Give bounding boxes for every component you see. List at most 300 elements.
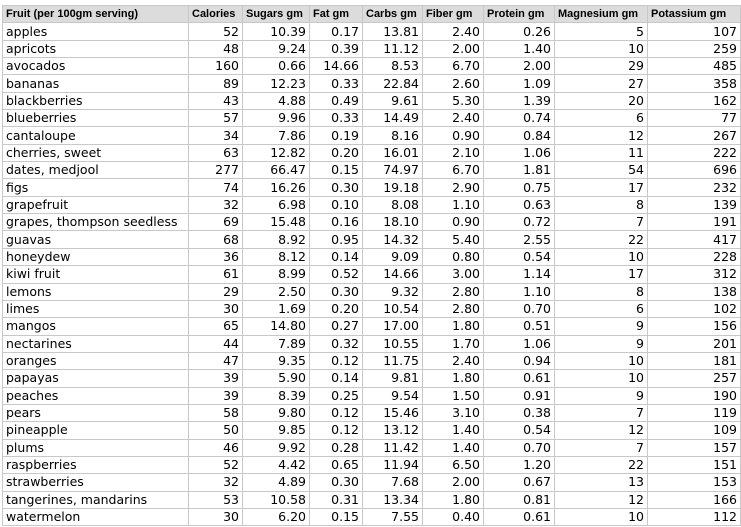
cell-magnesium[interactable]: 17 (555, 179, 648, 196)
cell-protein[interactable]: 1.06 (484, 144, 555, 161)
cell-fat[interactable]: 0.20 (310, 300, 363, 317)
cell-protein[interactable]: 0.38 (484, 404, 555, 421)
cell-fruit[interactable]: cherries, sweet (3, 144, 189, 161)
cell-calories[interactable]: 89 (189, 75, 243, 92)
cell-fruit[interactable]: dates, medjool (3, 162, 189, 179)
cell-magnesium[interactable]: 10 (555, 352, 648, 369)
cell-fruit[interactable]: lemons (3, 283, 189, 300)
cell-sugars[interactable]: 8.12 (243, 248, 310, 265)
cell-fat[interactable]: 0.10 (310, 196, 363, 213)
cell-potassium[interactable]: 153 (648, 474, 741, 491)
cell-carbs[interactable]: 13.12 (363, 422, 423, 439)
cell-carbs[interactable]: 14.32 (363, 231, 423, 248)
cell-protein[interactable]: 0.51 (484, 318, 555, 335)
cell-sugars[interactable]: 9.92 (243, 439, 310, 456)
cell-fat[interactable]: 14.66 (310, 58, 363, 75)
cell-magnesium[interactable]: 22 (555, 231, 648, 248)
cell-fat[interactable]: 0.30 (310, 283, 363, 300)
cell-carbs[interactable]: 13.34 (363, 491, 423, 508)
table-row (3, 110, 741, 127)
cell-sugars[interactable]: 2.50 (243, 283, 310, 300)
cell-fiber[interactable]: 1.40 (423, 439, 484, 456)
cell-fiber[interactable]: 6.70 (423, 58, 484, 75)
table-row (3, 508, 741, 525)
cell-potassium[interactable]: 107 (648, 23, 741, 40)
table-row (3, 352, 741, 369)
cell-potassium[interactable]: 119 (648, 404, 741, 421)
table-row (3, 404, 741, 421)
cell-calories[interactable]: 277 (189, 162, 243, 179)
cell-protein[interactable]: 0.75 (484, 179, 555, 196)
col-header-sugars[interactable]: Sugars gm (243, 6, 310, 23)
cell-magnesium[interactable]: 12 (555, 422, 648, 439)
table-row (3, 92, 741, 109)
cell-fat[interactable]: 0.25 (310, 387, 363, 404)
cell-fruit[interactable]: watermelon (3, 508, 189, 525)
col-header-fruit[interactable]: Fruit (per 100gm serving) (3, 6, 189, 23)
cell-calories[interactable]: 47 (189, 352, 243, 369)
cell-fiber[interactable]: 2.40 (423, 110, 484, 127)
table-row (3, 196, 741, 213)
cell-calories[interactable]: 43 (189, 92, 243, 109)
col-header-protein[interactable]: Protein gm (484, 6, 555, 23)
cell-potassium[interactable]: 232 (648, 179, 741, 196)
cell-fat[interactable]: 0.12 (310, 404, 363, 421)
cell-fruit[interactable]: strawberries (3, 474, 189, 491)
cell-fiber[interactable]: 0.80 (423, 248, 484, 265)
cell-magnesium[interactable]: 9 (555, 318, 648, 335)
cell-fat[interactable]: 0.16 (310, 214, 363, 231)
cell-carbs[interactable]: 13.81 (363, 23, 423, 40)
cell-sugars[interactable]: 9.35 (243, 352, 310, 369)
cell-calories[interactable]: 68 (189, 231, 243, 248)
cell-carbs[interactable]: 9.54 (363, 387, 423, 404)
cell-protein[interactable]: 0.63 (484, 196, 555, 213)
table-row (3, 370, 741, 387)
cell-sugars[interactable]: 7.89 (243, 335, 310, 352)
cell-magnesium[interactable]: 29 (555, 58, 648, 75)
cell-magnesium[interactable]: 5 (555, 23, 648, 40)
cell-carbs[interactable]: 9.81 (363, 370, 423, 387)
cell-fiber[interactable]: 1.70 (423, 335, 484, 352)
cell-carbs[interactable]: 16.01 (363, 144, 423, 161)
cell-fat[interactable]: 0.14 (310, 370, 363, 387)
cell-magnesium[interactable]: 7 (555, 214, 648, 231)
cell-sugars[interactable]: 5.90 (243, 370, 310, 387)
cell-fruit[interactable]: blueberries (3, 110, 189, 127)
cell-sugars[interactable]: 10.58 (243, 491, 310, 508)
cell-sugars[interactable]: 6.98 (243, 196, 310, 213)
cell-carbs[interactable]: 10.55 (363, 335, 423, 352)
cell-potassium[interactable]: 257 (648, 370, 741, 387)
cell-fiber[interactable]: 0.40 (423, 508, 484, 525)
cell-protein[interactable]: 0.81 (484, 491, 555, 508)
cell-potassium[interactable]: 102 (648, 300, 741, 317)
cell-fat[interactable]: 0.30 (310, 474, 363, 491)
cell-fat[interactable]: 0.17 (310, 23, 363, 40)
table-row (3, 283, 741, 300)
cell-carbs[interactable]: 74.97 (363, 162, 423, 179)
cell-sugars[interactable]: 8.39 (243, 387, 310, 404)
cell-fruit[interactable]: bananas (3, 75, 189, 92)
cell-fat[interactable]: 0.31 (310, 491, 363, 508)
cell-fiber[interactable]: 1.10 (423, 196, 484, 213)
cell-carbs[interactable]: 11.75 (363, 352, 423, 369)
cell-sugars[interactable]: 4.42 (243, 456, 310, 473)
fruit-nutrition-table (2, 5, 741, 526)
cell-fruit[interactable]: pears (3, 404, 189, 421)
col-header-fat[interactable]: Fat gm (310, 6, 363, 23)
cell-sugars[interactable]: 9.24 (243, 40, 310, 57)
cell-potassium[interactable]: 259 (648, 40, 741, 57)
cell-potassium[interactable]: 166 (648, 491, 741, 508)
cell-protein[interactable]: 0.54 (484, 248, 555, 265)
table-row (3, 162, 741, 179)
cell-carbs[interactable]: 10.54 (363, 300, 423, 317)
cell-calories[interactable]: 57 (189, 110, 243, 127)
cell-carbs[interactable]: 19.18 (363, 179, 423, 196)
cell-potassium[interactable]: 139 (648, 196, 741, 213)
cell-fiber[interactable]: 6.50 (423, 456, 484, 473)
cell-magnesium[interactable]: 6 (555, 300, 648, 317)
cell-fiber[interactable]: 2.80 (423, 283, 484, 300)
cell-protein[interactable]: 2.00 (484, 58, 555, 75)
cell-calories[interactable]: 61 (189, 266, 243, 283)
cell-sugars[interactable]: 6.20 (243, 508, 310, 525)
cell-protein[interactable]: 1.06 (484, 335, 555, 352)
cell-fruit[interactable]: nectarines (3, 335, 189, 352)
cell-fat[interactable]: 0.28 (310, 439, 363, 456)
cell-magnesium[interactable]: 6 (555, 110, 648, 127)
cell-sugars[interactable]: 4.88 (243, 92, 310, 109)
cell-fruit[interactable]: honeydew (3, 248, 189, 265)
cell-fat[interactable]: 0.20 (310, 144, 363, 161)
cell-fiber[interactable]: 2.90 (423, 179, 484, 196)
cell-fruit[interactable]: raspberries (3, 456, 189, 473)
cell-fat[interactable]: 0.39 (310, 40, 363, 57)
cell-fat[interactable]: 0.27 (310, 318, 363, 335)
cell-potassium[interactable]: 222 (648, 144, 741, 161)
cell-potassium[interactable]: 191 (648, 214, 741, 231)
cell-fiber[interactable]: 5.40 (423, 231, 484, 248)
cell-sugars[interactable]: 1.69 (243, 300, 310, 317)
cell-fruit[interactable]: mangos (3, 318, 189, 335)
cell-protein[interactable]: 1.81 (484, 162, 555, 179)
table-row (3, 439, 741, 456)
cell-fat[interactable]: 0.33 (310, 110, 363, 127)
cell-potassium[interactable]: 77 (648, 110, 741, 127)
cell-fruit[interactable]: figs (3, 179, 189, 196)
cell-carbs[interactable]: 9.09 (363, 248, 423, 265)
cell-sugars[interactable]: 15.48 (243, 214, 310, 231)
cell-magnesium[interactable]: 17 (555, 266, 648, 283)
cell-protein[interactable]: 1.10 (484, 283, 555, 300)
cell-sugars[interactable]: 12.82 (243, 144, 310, 161)
cell-protein[interactable]: 0.72 (484, 214, 555, 231)
cell-protein[interactable]: 0.54 (484, 422, 555, 439)
cell-fat[interactable]: 0.65 (310, 456, 363, 473)
cell-fat[interactable]: 0.15 (310, 508, 363, 525)
cell-magnesium[interactable]: 9 (555, 335, 648, 352)
cell-magnesium[interactable]: 10 (555, 40, 648, 57)
table-row (3, 456, 741, 473)
cell-fruit[interactable]: apricots (3, 40, 189, 57)
cell-calories[interactable]: 52 (189, 456, 243, 473)
cell-calories[interactable]: 30 (189, 300, 243, 317)
cell-protein[interactable]: 0.84 (484, 127, 555, 144)
cell-protein[interactable]: 0.91 (484, 387, 555, 404)
cell-fiber[interactable]: 2.40 (423, 23, 484, 40)
cell-magnesium[interactable]: 10 (555, 508, 648, 525)
cell-fiber[interactable]: 2.60 (423, 75, 484, 92)
table-row (3, 214, 741, 231)
table-row (3, 144, 741, 161)
cell-fat[interactable]: 0.15 (310, 162, 363, 179)
cell-fiber[interactable]: 0.90 (423, 214, 484, 231)
cell-fat[interactable]: 0.52 (310, 266, 363, 283)
header-row (3, 6, 741, 23)
cell-calories[interactable]: 160 (189, 58, 243, 75)
cell-fat[interactable]: 0.33 (310, 75, 363, 92)
cell-protein[interactable]: 2.55 (484, 231, 555, 248)
cell-fiber[interactable]: 2.00 (423, 40, 484, 57)
table-row (3, 58, 741, 75)
cell-potassium[interactable]: 696 (648, 162, 741, 179)
cell-fiber[interactable]: 2.80 (423, 300, 484, 317)
cell-carbs[interactable]: 15.46 (363, 404, 423, 421)
cell-fat[interactable]: 0.12 (310, 352, 363, 369)
cell-sugars[interactable]: 12.23 (243, 75, 310, 92)
cell-sugars[interactable]: 9.85 (243, 422, 310, 439)
cell-calories[interactable]: 44 (189, 335, 243, 352)
cell-fruit[interactable]: oranges (3, 352, 189, 369)
table-row (3, 23, 741, 40)
cell-fiber[interactable]: 6.70 (423, 162, 484, 179)
cell-fiber[interactable]: 1.50 (423, 387, 484, 404)
cell-protein[interactable]: 1.14 (484, 266, 555, 283)
cell-magnesium[interactable]: 27 (555, 75, 648, 92)
table-row (3, 491, 741, 508)
cell-calories[interactable]: 63 (189, 144, 243, 161)
cell-calories[interactable]: 32 (189, 474, 243, 491)
cell-calories[interactable]: 65 (189, 318, 243, 335)
cell-fiber[interactable]: 3.10 (423, 404, 484, 421)
cell-magnesium[interactable]: 7 (555, 439, 648, 456)
col-header-potassium[interactable]: Potassium gm (648, 6, 741, 23)
cell-sugars[interactable]: 9.80 (243, 404, 310, 421)
cell-carbs[interactable]: 18.10 (363, 214, 423, 231)
table-row (3, 248, 741, 265)
cell-magnesium[interactable]: 12 (555, 491, 648, 508)
cell-fat[interactable]: 0.19 (310, 127, 363, 144)
cell-protein[interactable]: 0.61 (484, 370, 555, 387)
cell-carbs[interactable]: 8.08 (363, 196, 423, 213)
cell-carbs[interactable]: 8.16 (363, 127, 423, 144)
cell-carbs[interactable]: 9.32 (363, 283, 423, 300)
cell-fiber[interactable]: 1.40 (423, 422, 484, 439)
cell-fiber[interactable]: 1.80 (423, 491, 484, 508)
cell-carbs[interactable]: 22.84 (363, 75, 423, 92)
cell-protein[interactable]: 0.94 (484, 352, 555, 369)
cell-fat[interactable]: 0.14 (310, 248, 363, 265)
cell-potassium[interactable]: 156 (648, 318, 741, 335)
col-header-magnesium[interactable]: Magnesium gm (555, 6, 648, 23)
cell-fruit[interactable]: blackberries (3, 92, 189, 109)
cell-magnesium[interactable]: 10 (555, 370, 648, 387)
cell-fiber[interactable]: 0.90 (423, 127, 484, 144)
cell-fruit[interactable]: grapes, thompson seedless (3, 214, 189, 231)
cell-calories[interactable]: 39 (189, 387, 243, 404)
cell-potassium[interactable]: 162 (648, 92, 741, 109)
cell-fiber[interactable]: 1.80 (423, 370, 484, 387)
cell-fat[interactable]: 0.49 (310, 92, 363, 109)
cell-calories[interactable]: 52 (189, 23, 243, 40)
cell-sugars[interactable]: 14.80 (243, 318, 310, 335)
cell-fat[interactable]: 0.95 (310, 231, 363, 248)
cell-sugars[interactable]: 0.66 (243, 58, 310, 75)
cell-protein[interactable]: 0.70 (484, 439, 555, 456)
cell-sugars[interactable]: 7.86 (243, 127, 310, 144)
cell-fruit[interactable]: cantaloupe (3, 127, 189, 144)
cell-sugars[interactable]: 8.99 (243, 266, 310, 283)
cell-carbs[interactable]: 11.42 (363, 439, 423, 456)
cell-magnesium[interactable]: 7 (555, 404, 648, 421)
cell-sugars[interactable]: 16.26 (243, 179, 310, 196)
cell-protein[interactable]: 0.67 (484, 474, 555, 491)
cell-calories[interactable]: 50 (189, 422, 243, 439)
cell-fiber[interactable]: 2.00 (423, 474, 484, 491)
cell-potassium[interactable]: 112 (648, 508, 741, 525)
cell-carbs[interactable]: 9.61 (363, 92, 423, 109)
cell-potassium[interactable]: 312 (648, 266, 741, 283)
cell-calories[interactable]: 34 (189, 127, 243, 144)
cell-potassium[interactable]: 181 (648, 352, 741, 369)
table-row (3, 75, 741, 92)
cell-potassium[interactable]: 485 (648, 58, 741, 75)
cell-potassium[interactable]: 267 (648, 127, 741, 144)
table-row (3, 474, 741, 491)
cell-carbs[interactable]: 17.00 (363, 318, 423, 335)
cell-protein[interactable]: 1.09 (484, 75, 555, 92)
cell-calories[interactable]: 29 (189, 283, 243, 300)
cell-carbs[interactable]: 11.12 (363, 40, 423, 57)
cell-fruit[interactable]: tangerines, mandarins (3, 491, 189, 508)
cell-protein[interactable]: 1.40 (484, 40, 555, 57)
cell-fruit[interactable]: limes (3, 300, 189, 317)
cell-protein[interactable]: 1.20 (484, 456, 555, 473)
cell-potassium[interactable]: 151 (648, 456, 741, 473)
cell-potassium[interactable]: 138 (648, 283, 741, 300)
cell-magnesium[interactable]: 12 (555, 127, 648, 144)
cell-calories[interactable]: 46 (189, 439, 243, 456)
cell-fat[interactable]: 0.30 (310, 179, 363, 196)
table-row (3, 300, 741, 317)
cell-fruit[interactable]: avocados (3, 58, 189, 75)
cell-protein[interactable]: 0.70 (484, 300, 555, 317)
col-header-fiber[interactable]: Fiber gm (423, 6, 484, 23)
cell-fruit[interactable]: pineapple (3, 422, 189, 439)
cell-calories[interactable]: 53 (189, 491, 243, 508)
cell-carbs[interactable]: 7.68 (363, 474, 423, 491)
cell-magnesium[interactable]: 8 (555, 283, 648, 300)
cell-carbs[interactable]: 14.66 (363, 266, 423, 283)
cell-calories[interactable]: 39 (189, 370, 243, 387)
cell-fat[interactable]: 0.32 (310, 335, 363, 352)
col-header-carbs[interactable]: Carbs gm (363, 6, 423, 23)
cell-potassium[interactable]: 358 (648, 75, 741, 92)
cell-protein[interactable]: 0.74 (484, 110, 555, 127)
cell-potassium[interactable]: 109 (648, 422, 741, 439)
cell-fruit[interactable]: kiwi fruit (3, 266, 189, 283)
table-row (3, 231, 741, 248)
cell-potassium[interactable]: 417 (648, 231, 741, 248)
cell-fruit[interactable]: apples (3, 23, 189, 40)
cell-carbs[interactable]: 8.53 (363, 58, 423, 75)
cell-potassium[interactable]: 190 (648, 387, 741, 404)
cell-calories[interactable]: 30 (189, 508, 243, 525)
cell-calories[interactable]: 48 (189, 40, 243, 57)
cell-fruit[interactable]: peaches (3, 387, 189, 404)
table-row (3, 266, 741, 283)
table-row (3, 127, 741, 144)
cell-potassium[interactable]: 228 (648, 248, 741, 265)
cell-carbs[interactable]: 11.94 (363, 456, 423, 473)
cell-sugars[interactable]: 9.96 (243, 110, 310, 127)
cell-calories[interactable]: 74 (189, 179, 243, 196)
cell-magnesium[interactable]: 20 (555, 92, 648, 109)
col-header-calories[interactable]: Calories (189, 6, 243, 23)
cell-magnesium[interactable]: 11 (555, 144, 648, 161)
cell-calories[interactable]: 36 (189, 248, 243, 265)
cell-magnesium[interactable]: 8 (555, 196, 648, 213)
cell-fiber[interactable]: 2.40 (423, 352, 484, 369)
cell-magnesium[interactable]: 10 (555, 248, 648, 265)
table-row (3, 40, 741, 57)
cell-protein[interactable]: 0.61 (484, 508, 555, 525)
cell-potassium[interactable]: 157 (648, 439, 741, 456)
cell-fruit[interactable]: guavas (3, 231, 189, 248)
cell-protein[interactable]: 0.26 (484, 23, 555, 40)
cell-carbs[interactable]: 14.49 (363, 110, 423, 127)
cell-magnesium[interactable]: 9 (555, 387, 648, 404)
cell-protein[interactable]: 1.39 (484, 92, 555, 109)
cell-fiber[interactable]: 5.30 (423, 92, 484, 109)
cell-fiber[interactable]: 2.10 (423, 144, 484, 161)
cell-fat[interactable]: 0.12 (310, 422, 363, 439)
cell-sugars[interactable]: 8.92 (243, 231, 310, 248)
table-row (3, 387, 741, 404)
cell-calories[interactable]: 32 (189, 196, 243, 213)
cell-magnesium[interactable]: 22 (555, 456, 648, 473)
table-row (3, 335, 741, 352)
table-row (3, 179, 741, 196)
table-row (3, 318, 741, 335)
cell-potassium[interactable]: 201 (648, 335, 741, 352)
cell-fiber[interactable]: 3.00 (423, 266, 484, 283)
cell-sugars[interactable]: 10.39 (243, 23, 310, 40)
cell-calories[interactable]: 58 (189, 404, 243, 421)
cell-fruit[interactable]: papayas (3, 370, 189, 387)
cell-fruit[interactable]: grapefruit (3, 196, 189, 213)
cell-carbs[interactable]: 7.55 (363, 508, 423, 525)
cell-fiber[interactable]: 1.80 (423, 318, 484, 335)
cell-magnesium[interactable]: 13 (555, 474, 648, 491)
cell-fruit[interactable]: plums (3, 439, 189, 456)
cell-calories[interactable]: 69 (189, 214, 243, 231)
cell-magnesium[interactable]: 54 (555, 162, 648, 179)
cell-sugars[interactable]: 66.47 (243, 162, 310, 179)
cell-sugars[interactable]: 4.89 (243, 474, 310, 491)
